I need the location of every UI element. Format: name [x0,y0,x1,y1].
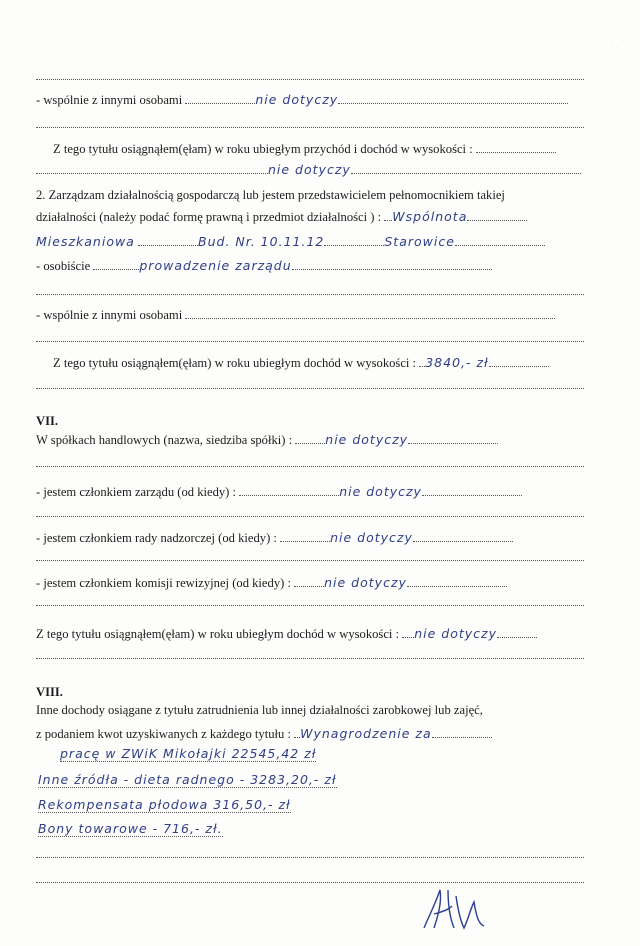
board-row [36,482,584,500]
blank-line [36,658,584,659]
board-value: nie dotyczy [339,484,422,499]
section8-line2-value: Wynagrodzenie za [300,726,432,741]
entry-row: Inne źródła - dieta radnego - 3283,20,- zł [38,772,337,787]
blank-line [36,127,584,128]
item2-line2: działalności (należy podać formę prawną i przedmiot działalności ) : Wspólnota [36,207,584,225]
section7-income-label: Z tego tytułu osiągnąłem(ęłam) w roku ubiegłym dochód w wysokości : [36,627,400,641]
item2-line1: 2. Zarządzam działalnością gospodarczą lub jestem przedstawicielem pełnomocnikiem takiej [36,188,505,202]
blank-line [36,605,584,606]
item2-value-b: Bud. Nr. 10.11.12 [198,234,325,249]
entry-row: pracę w ZWiK Mikołajki 22545,42 zł [60,746,317,761]
section8-line2: z podaniem kwot uzyskiwanych z każdego tytułu : Wynagrodzenie za [36,724,584,742]
item2-value-form: Wspólnota [392,209,468,224]
audit-value: nie dotyczy [324,575,407,590]
jointly-label: - wspólnie z innymi osobami [36,93,183,107]
scan-artifact: ' , [612,40,619,51]
blank-line [36,466,584,467]
supervisory-value: nie dotyczy [330,530,413,545]
personally-label: - osobiście [36,259,91,273]
blank-line [36,388,584,389]
entry-row: Bony towarowe - 716,- zł. [38,821,223,836]
blank-line [36,857,584,858]
item2-value-a: Mieszkaniowa [36,234,135,249]
board-label: - jestem członkiem zarządu (od kiedy) : [36,485,237,499]
companies-value: nie dotyczy [325,432,409,447]
item2-jointly-label: - wspólnie z innymi osobami [36,308,183,322]
personally-row [36,256,584,274]
item2-jointly-row [36,305,584,323]
audit-label: - jestem członkiem komisji rewizyjnej (od kiedy) : [36,576,291,590]
personally-value: prowadzenie zarządu [139,258,292,273]
blank-line [36,341,584,342]
blank-line [36,516,584,517]
companies-row [36,430,584,448]
blank-line [36,882,584,883]
blank-line [36,79,584,80]
blank-line [36,560,584,561]
signature-mark [418,884,488,934]
item2-line3 [36,232,584,250]
income-row [53,139,584,157]
section-vii-heading: VII. [36,414,59,428]
blank-line [36,294,584,295]
income-label: Z tego tytułu osiągnąłem(ęłam) w roku ubiegłym przychód i dochód w wysokości : [53,142,473,156]
entry-row: Rekompensata płodowa 316,50,- zł [38,797,291,812]
item2-income-label: Z tego tytułu osiągnąłem(ęłam) w roku ubiegłym dochód w wysokości : [53,356,417,370]
item2-income-value: 3840,- zł [425,355,489,370]
companies-label: W spółkach handlowych (nazwa, siedziba spółki) : [36,433,293,447]
section7-income-value: nie dotyczy [414,626,497,641]
item2-value-c: Starowice [384,234,455,249]
income-value-row [36,160,584,178]
jointly-value: nie dotyczy [255,92,339,107]
section8-line1: Inne dochody osiągane z tytułu zatrudnienia lub innej działalności zarobkowej lub zajęć, [36,703,483,717]
jointly-row [36,90,584,108]
section7-income-row [36,624,584,642]
income-value: nie dotyczy [268,162,351,177]
item2-income-row [53,353,584,371]
supervisory-row [36,528,584,546]
section-viii-heading: VIII. [36,685,63,699]
supervisory-label: - jestem członkiem rady nadzorczej (od kiedy) : [36,531,277,545]
audit-row [36,573,584,591]
